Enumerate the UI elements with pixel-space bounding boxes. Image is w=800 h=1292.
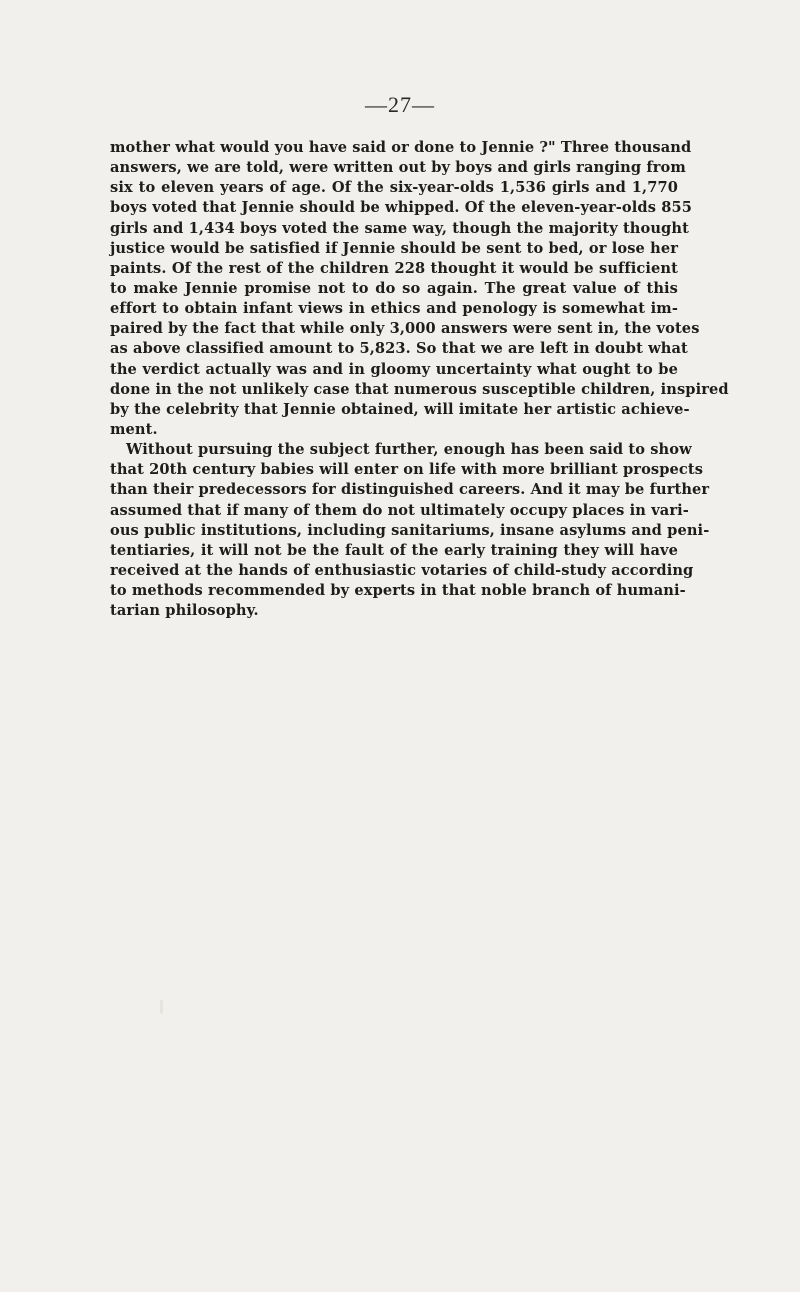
paragraph-1-line: boys voted that Jennie should be whipped. Of the eleven-year-olds 855 [110, 199, 692, 217]
page-number: —27— [365, 92, 435, 117]
paragraph-1-line: answers, we are told, were written out by boys and girls ranging from [110, 159, 686, 177]
paragraph-1-line: by the celebrity that Jennie obtained, will imitate her artistic achieve- [110, 400, 690, 418]
paragraph-2-line: ous public institutions, including sanitariums, insane asylums and peni- [110, 521, 710, 539]
paragraph-2-line: tentiaries, it will not be the fault of the early training they will have [110, 541, 678, 559]
paragraph-2-line: tarian philosophy. [110, 602, 259, 620]
paragraph-2-line: than their predecessors for distinguished careers. And it may be further [110, 481, 710, 499]
paragraph-1-line: six to eleven years of age. Of the six-year-olds 1,536 girls and 1,770 [110, 179, 678, 197]
paragraph-2-line: to methods recommended by experts in that noble branch of humani- [110, 582, 686, 600]
paragraph-1-line: mother what would you have said or done to Jennie ?" Three thousand [110, 139, 692, 156]
paragraph-1-line: done in the not unlikely case that numerous susceptible children, inspired [110, 380, 729, 398]
paragraph-1-line: paired by the fact that while only 3,000 answers were sent in, the votes [110, 320, 700, 338]
paragraph-1-line: as above classified amount to 5,823. So that we are left in doubt what [110, 340, 688, 358]
paragraph-1-line: justice would be satisfied if Jennie should be sent to bed, or lose her [110, 239, 678, 257]
paragraph-1-line: girls and 1,434 boys voted the same way, though the majority thought [110, 219, 689, 237]
paragraph-2-line: assumed that if many of them do not ultimately occupy places in vari- [110, 501, 689, 519]
body-text [110, 138, 729, 621]
paragraph-1-line: paints. Of the rest of the children 228 thought it would be sufficient [110, 259, 678, 277]
paragraph-2-line: Without pursuing the subject further, enough has been said to show [126, 441, 692, 459]
paragraph-2-line: that 20th century babies will enter on life with more brilliant prospects [110, 461, 704, 479]
paragraph-1-line: ment. [110, 420, 158, 438]
paper-smudge [160, 1000, 163, 1014]
paragraph-1-line: to make Jennie promise not to do so again. The great value of this [110, 279, 678, 297]
paragraph-1-line: the verdict actually was and in gloomy uncertainty what ought to be [110, 360, 678, 378]
paragraph-2-line: received at the hands of enthusiastic votaries of child-study according [110, 561, 694, 579]
paragraph-1-line: effort to obtain infant views in ethics and penology is somewhat im- [110, 300, 678, 318]
